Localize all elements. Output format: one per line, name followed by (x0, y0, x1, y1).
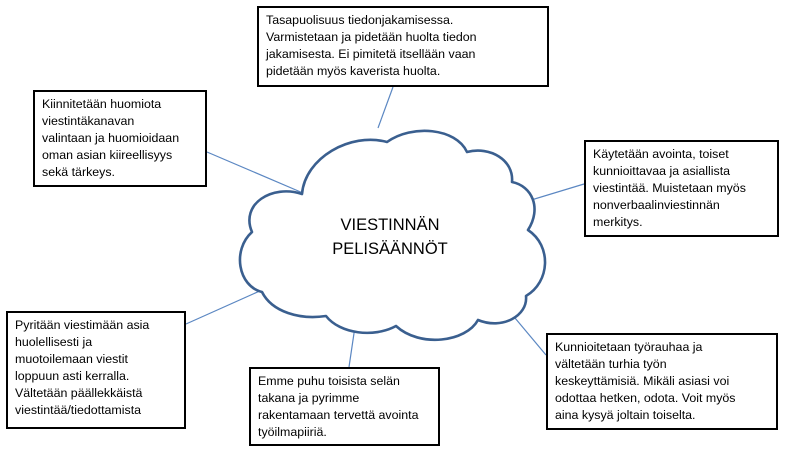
rule-box-careful-messaging: Pyritään viestimään asia huolellisesti ja muotoilemaan viestit loppuun asti kerralla. Vältetään päällekkäistä viestintää/tiedottamista (6, 311, 186, 429)
rule-box-work-peace: Kunnioitetaan työrauhaa ja vältetään turhia työn keskeyttämisiä. Mikäli asiasi voi odottaa hetken, odota. Voit myös aina kysyä joltain toiselta. (546, 333, 778, 430)
rule-box-healthy-atmosphere: Emme puhu toisista selän takana ja pyrimme rakentamaan tervettä avointa työilmapiiriä. (249, 367, 440, 446)
connector-left-bottom (186, 290, 262, 324)
rule-box-information-sharing: Tasapuolisuus tiedonjakamisessa. Varmistetaan ja pidetään huolta tiedon jakamisesta. Ei pimitetä itsellään vaan pidetään myös kaverista huolta. (257, 6, 549, 87)
cloud-title: VIESTINNÄN PELISÄÄNNÖT (332, 216, 448, 258)
connector-right-bottom (515, 318, 546, 355)
connector-left-top (207, 152, 303, 193)
rule-box-open-communication: Käytetään avointa, toiset kunnioittavaa ja asiallista viestintää. Muistetaan myös nonverbaalinviestinnän merkitys. (584, 140, 779, 237)
connector-top (378, 87, 393, 128)
rule-box-channel-selection: Kiinnitetään huomiota viestintäkanavan valintaan ja huomioidaan oman asian kiireellisyys sekä tärkeys. (33, 90, 207, 187)
